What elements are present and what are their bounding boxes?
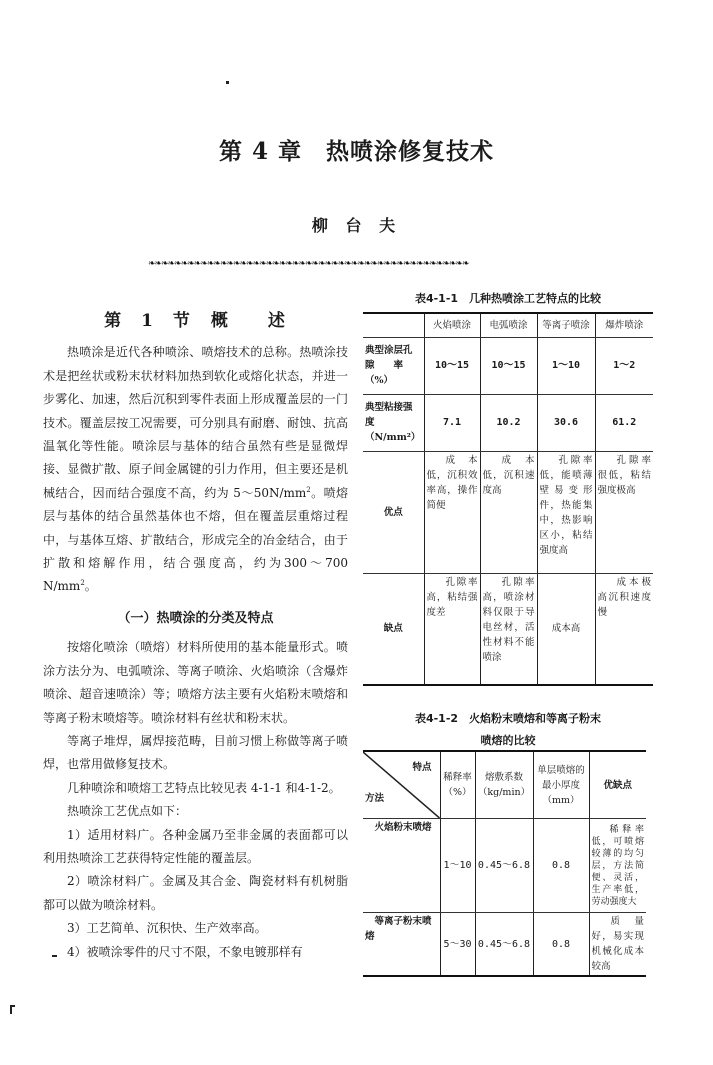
list-item: 1）适用材料广。各种金属乃至非金属的表面都可以利用热喷涂工艺获得特定性能的覆盖层。 [43,827,348,865]
scan-speck [10,1005,15,1007]
table-cell: 61.2 [595,394,653,451]
section-title: 第 1 节 概 述 [104,311,287,331]
author-name: 柳 台 夫 [311,216,402,235]
table1-header-cell: 等离子喷涂 [537,313,595,337]
table-cell: 成本极高沉积速度慢 [595,573,653,685]
table-cell: 30.6 [537,394,595,451]
table-cell: 5～30 [440,913,475,977]
table-row [363,573,653,685]
paragraph-text: 。 [84,579,97,594]
row-label: 典型粘接强度（N/mm²） [363,394,424,451]
table-cell: 0.45～6.8 [475,819,533,913]
table-cell: 成本低，沉积速度高 [480,451,537,573]
table-cell: 0.45～6.8 [475,913,533,977]
paragraph-classification: 按熔化喷涂（喷熔）材料所使用的基本能量形式。喷涂方法分为、电弧喷涂、等离子喷涂、火焰喷涂（含爆炸喷涂、超音速喷涂）等；喷熔方法主要有火焰粉末喷熔和等离子粉末喷熔等。喷涂材料有丝状和粉末状。 [43,640,348,725]
table2-header-cell: 优缺点 [589,751,646,819]
table2-caption [363,708,653,752]
table-cell: 成本高 [537,573,595,685]
table-cell: 10～15 [424,337,480,394]
table-cell: 1～10 [440,819,475,913]
scan-speck [226,81,229,84]
table2-caption-line2: 喷熔的比较 [480,734,536,747]
table2-header-cell: 熔敷系数（kg/min） [475,751,533,819]
row-label: 等离子粉末喷熔 [363,913,440,977]
table1 [363,312,653,686]
table-cell: 0.8 [533,819,589,913]
row-label: 典型涂层孔隙 率（%） [363,337,424,394]
corner-label-feature: 特点 [412,762,432,773]
chapter-title: 第 4 章 热喷涂修复技术 [218,138,495,165]
paragraph-intro [43,341,348,598]
list-item: 2）喷涂材料广。金属及其合金、陶瓷材料有机树脂都可以做为喷涂材料。 [43,874,348,912]
paragraph-text: 热喷涂是近代各种喷涂、喷熔技术的总称。热喷涂技术是把丝状或粉末状材料加热到软化或熔化状态，并进一步雾化、加速，然后沉积到零件表面上形成覆盖层的一门技术。覆盖层按工况需要，可分别具有耐磨、耐蚀、抗高温氧化等性能。喷涂层与基体的结合虽然有些是显微焊接、显微扩散、原子间金属键的引力作用，但主要还是机械结合，因而结合强度不高，约为 5～50N/mm [43,345,348,500]
table-cell: 7.1 [424,394,480,451]
table-cell: 10.2 [480,394,537,451]
table-row [363,913,646,977]
ornament-divider: ❧❧❧❧❧❧❧❧❧❧❧❧❧❧❧❧❧❧❧❧❧❧❧❧❧❧❧❧❧❧❧❧❧❧❧❧❧❧❧❧❧❧❧❧❧❧❧❧❧ [148,259,469,269]
superscript: 2 [306,485,311,494]
table-cell: 0.8 [533,913,589,977]
table1-header-cell: 火焰喷涂 [424,313,480,337]
table2-header-cell: 单层喷熔的最小厚度（mm） [533,751,589,819]
table2-header-cell: 稀释率（%） [440,751,475,819]
row-label: 缺点 [363,573,424,685]
corner-label-method: 方法 [365,793,385,804]
table-cell: 1～2 [595,337,653,394]
table-cell: 孔隙率很低，粘结强度极高 [595,451,653,573]
table-row [363,451,653,573]
table2-corner-cell [363,751,440,819]
table2 [363,750,646,977]
table-cell: 稀释率低，可喷熔较薄的均匀层，方法简便、灵活，生产率低，劳动强度大 [589,819,646,913]
table-cell: 成本低，沉积效率高，操作简便 [424,451,480,573]
table-row [363,819,646,913]
table-row [363,394,653,451]
table-row [363,337,653,394]
row-label: 火焰粉末喷熔 [363,819,440,913]
table2-caption-line1: 表4-1-2 火焰粉末喷熔和等离子粉末 [414,712,602,725]
table2-header-row [363,751,646,819]
table1-header-cell: 爆炸喷涂 [595,313,653,337]
left-column [43,310,348,964]
row-label: 优点 [363,451,424,573]
list-item: 4）被喷涂零件的尺寸不限，不象电镀那样有 [67,944,303,959]
table-cell: 孔隙率低，能喷薄壁易变形件，热能集中，热影响区小，粘结强度高 [537,451,595,573]
paragraph-text: 。喷熔层与基体的结合虽然基体也不熔，但在覆盖层重熔过程中，与基体互熔、扩散结合，形成完全的冶金结合，由于扩散和熔解作用，结合强度高，约为300～700 N/mm [43,485,348,594]
paragraph-table-reference: 几种喷涂和喷熔工艺特点比较见表 4-1-1 和4-1-2。 [67,780,341,795]
subsection-title: （一）热喷涂的分类及特点 [117,610,274,626]
table-cell: 孔隙率高，喷涂材料仅限于导电丝材，活性材料不能喷涂 [480,573,537,685]
superscript: 2 [80,579,85,588]
table1-header-cell [363,313,424,337]
table1-header-row [363,313,653,337]
table-cell: 孔隙率高，粘结强度差 [424,573,480,685]
paragraph-plasma-welding: 等离子堆焊，属焊接范畴，目前习惯上称做等离子喷焊，也常用做修复技术。 [43,733,348,772]
table1-header-cell: 电弧喷涂 [480,313,537,337]
list-item: 3）工艺简单、沉积快、生产效率高。 [67,921,267,936]
paragraph-advantages-intro: 热喷涂工艺优点如下： [67,804,188,819]
table1-caption: 表4-1-1 几种热喷涂工艺特点的比较 [414,292,602,305]
table-cell: 1～10 [537,337,595,394]
table-cell: 10～15 [480,337,537,394]
table-cell: 质量好，易实现机械化成本较高 [589,913,646,977]
